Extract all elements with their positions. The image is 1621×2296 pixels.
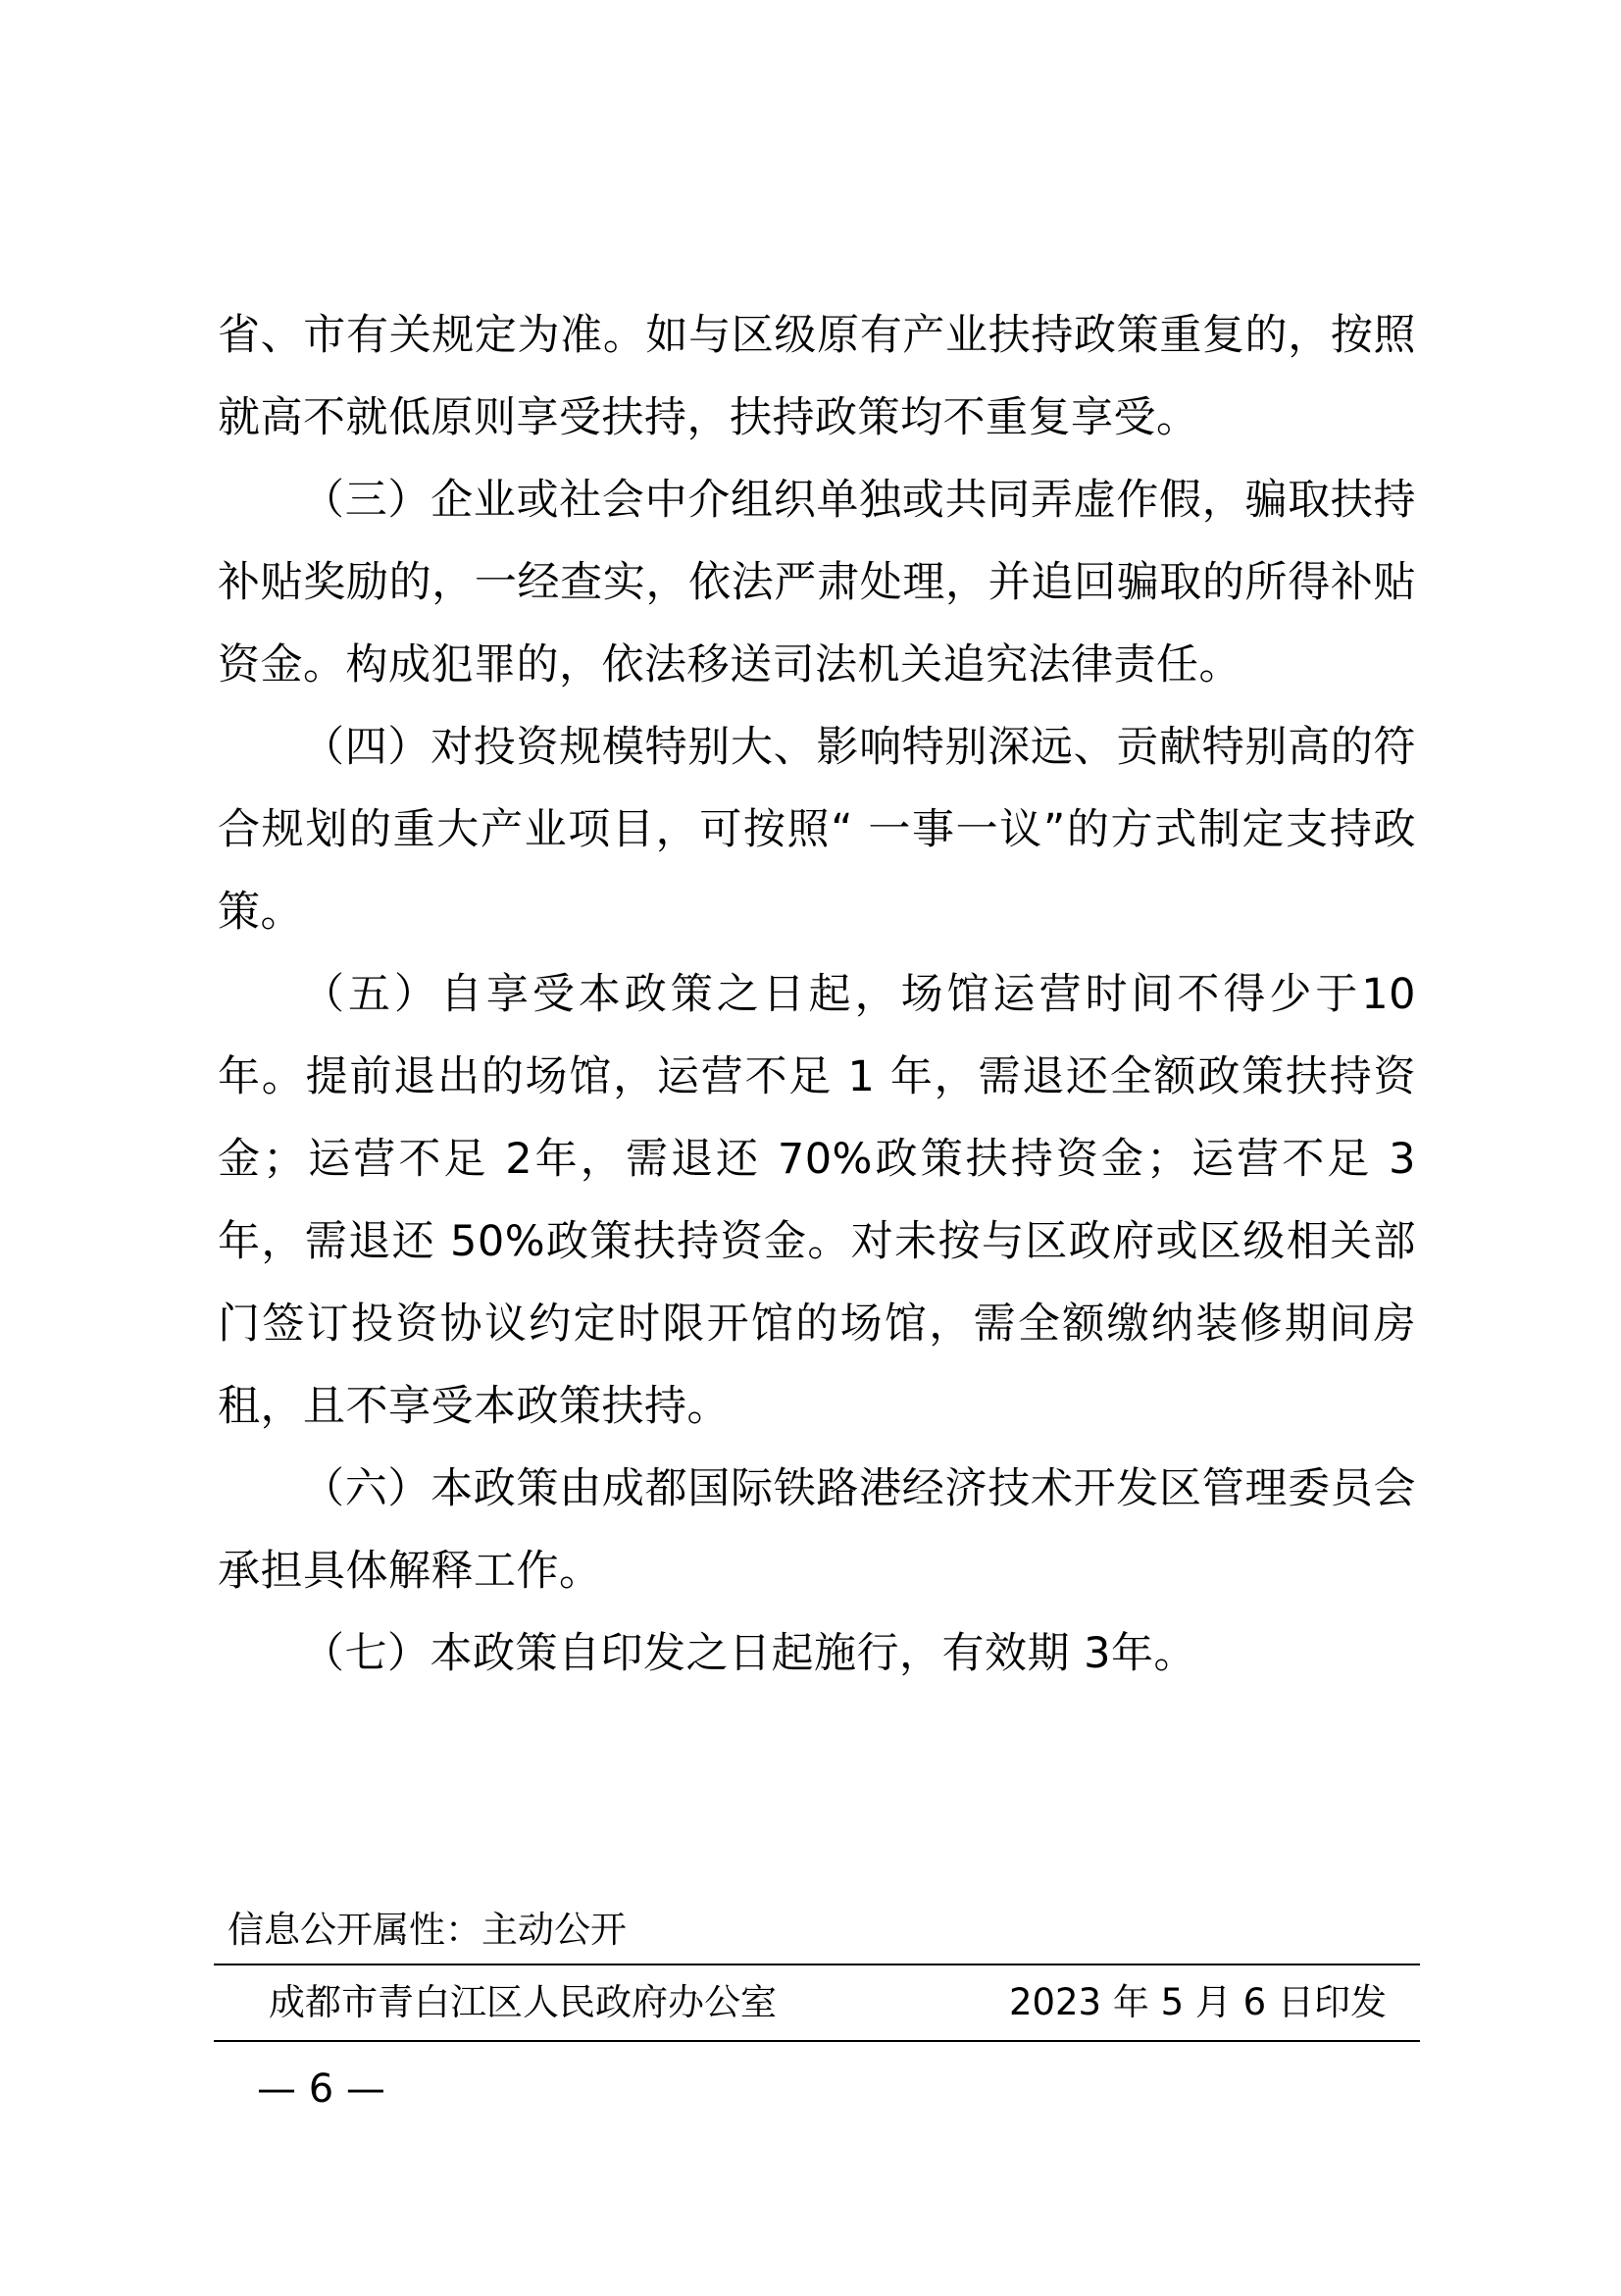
paragraph-item-5: （五）自享受本政策之日起，场馆运营时间不得少于10年。提前退出的场馆，运营不足 1 年，需退还全额政策扶持资金；运营不足 2年，需退还 70%政策扶持资金；运营不足 3年，需退还 50%政策扶持资金。对未按与区政府或区级相关部门签订投资协议约定时限开馆的场馆，需全额缴纳装修期间房租，且不享受本政策扶持。 — [218, 970, 1416, 1431]
paragraph-continuation: 省、市有关规定为准。如与区级原有产业扶持政策重复的，按照就高不就低原则享受扶持，扶持政策均不重复享受。 — [218, 311, 1416, 442]
paragraph-item-6: （六）本政策由成都国际铁路港经济技术开发区管理委员会承担具体解释工作。 — [218, 1464, 1416, 1596]
issue-date: 2023 年 5 月 6 日印发 — [1008, 1981, 1387, 2023]
disclosure-attribute: 信息公开属性：主动公开 — [228, 1909, 627, 1951]
footer-rule-top — [214, 1964, 1420, 1965]
paragraph-item-7: （七）本政策自印发之日起施行，有效期 3年。 — [302, 1629, 1197, 1678]
page-number: — 6 — — [257, 2066, 385, 2112]
paragraph-item-4: （四）对投资规模特别大、影响特别深远、贡献特别高的符合规划的重大产业项目，可按照“ 一事一议”的方式制定支持政策。 — [218, 723, 1416, 937]
paragraph-item-3: （三）企业或社会中介组织单独或共同弄虚作假，骗取扶持补贴奖励的，一经查实，依法严肃处理，并追回骗取的所得补贴资金。构成犯罪的，依法移送司法机关追究法律责任。 — [218, 476, 1416, 689]
document-body — [218, 294, 1416, 1695]
issuing-office: 成都市青白江区人民政府办公室 — [269, 1981, 777, 2023]
footer-rule-bottom — [214, 2040, 1420, 2042]
